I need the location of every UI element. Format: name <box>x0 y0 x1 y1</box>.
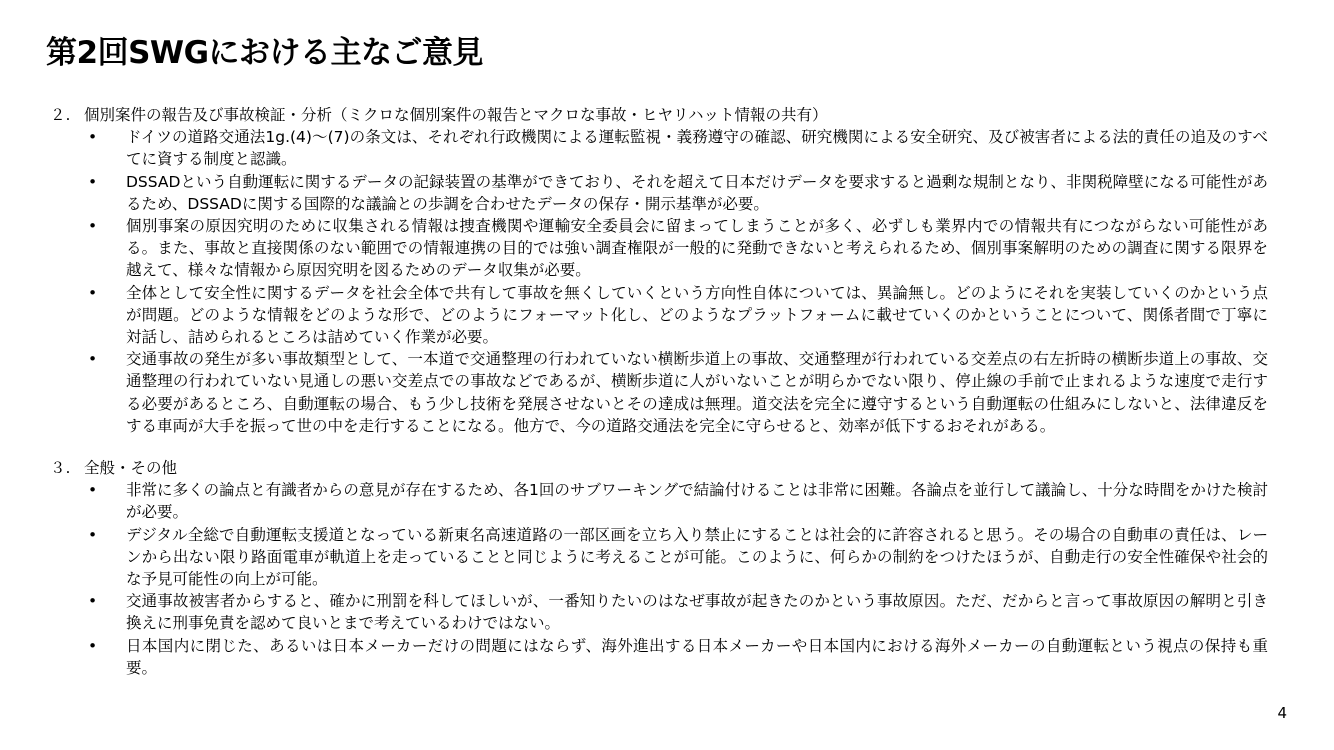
list-item-text: 非常に多くの論点と有識者からの意見が存在するため、各1回のサブワーキングで結論付けることは非常に困難。各論点を並行して議論し、十分な時間をかけた検討が必要。 <box>126 481 1268 522</box>
list-item <box>50 635 1268 679</box>
list-item <box>50 282 1268 349</box>
bullet-icon: • <box>88 217 98 236</box>
section-heading <box>50 457 1268 479</box>
list-item <box>50 171 1268 215</box>
bullet-icon: • <box>88 172 98 191</box>
bullet-icon: • <box>88 283 98 302</box>
page-number: 4 <box>1277 704 1287 722</box>
list-item-text: DSSADという自動運転に関するデータの記録装置の基準ができており、それを超えて日本だけデータを要求すると過剰な規制となり、非関税障壁になる可能性があるため、DSSADに関する国際的な議論との歩調を合わせたデータの保存・開示基準が必要。 <box>126 172 1268 213</box>
bullet-list <box>50 479 1268 679</box>
bullet-icon: • <box>88 592 98 611</box>
section-incident-analysis <box>50 104 1268 437</box>
slide-content <box>50 104 1268 679</box>
list-item <box>50 590 1268 634</box>
list-item-text: 日本国内に閉じた、あるいは日本メーカーだけの問題にはならず、海外進出する日本メーカーや日本国内における海外メーカーの自動運転という視点の保持も重要。 <box>126 636 1268 677</box>
list-item-text: ドイツの道路交通法1g.(4)～(7)の条文は、それぞれ行政機関による運転監視・義務遵守の確認、研究機関による安全研究、及び被害者による法的責任の追及のすべてに資する制度と認識。 <box>126 128 1268 169</box>
slide-title: 第2回SWGにおける主なご意見 <box>46 35 484 71</box>
list-item <box>50 215 1268 282</box>
list-item <box>50 126 1268 170</box>
bullet-icon: • <box>88 525 98 544</box>
bullet-icon: • <box>88 636 98 655</box>
section-number: ２. <box>50 106 71 124</box>
bullet-icon: • <box>88 128 98 147</box>
list-item <box>50 348 1268 437</box>
list-item-text: 交通事故の発生が多い事故類型として、一本道で交通整理の行われていない横断歩道上の事故、交通整理が行われている交差点の右左折時の横断歩道上の事故、交通整理の行われていない見通しの悪い交差点での事故などであるが、横断歩道に人がいないことが明らかでない限り、停止線の手前で止まれるような速度で走行する必要があるところ、自動運転の場合、もう少し技術を発展させないとその達成は無理。道交法を完全に遵守するという自動運転の仕組みにしないと、法律違反をする車両が大手を振って世の中を走行することになる。他方で、今の道路交通法を完全に守らせると、効率が低下するおそれがある。 <box>126 350 1268 435</box>
bullet-icon: • <box>88 481 98 500</box>
list-item-text: デジタル全総で自動運転支援道となっている新東名高速道路の一部区画を立ち入り禁止にすることは社会的に許容されると思う。その場合の自動車の責任は、レーンから出ない限り路面電車が軌道上を走っていることと同じように考えることが可能。このように、何らかの制約をつけたほうが、自動走行の安全性確保や社会的な予見可能性の向上が可能。 <box>126 525 1268 589</box>
list-item-text: 個別事案の原因究明のために収集される情報は捜査機関や運輸安全委員会に留まってしまうことが多く、必ずしも業界内での情報共有につながらない可能性がある。また、事故と直接関係のない範囲での情報連携の目的では強い調査権限が一般的に発動できないと考えられるため、個別事案解明のための調査に関する限界を越えて、様々な情報から原因究明を図るためのデータ収集が必要。 <box>126 217 1268 280</box>
bullet-icon: • <box>88 350 98 369</box>
bullet-list <box>50 126 1268 437</box>
section-general <box>50 457 1268 679</box>
section-number: ３. <box>50 459 71 478</box>
section-heading-text: 全般・その他 <box>84 459 178 478</box>
list-item <box>50 524 1268 591</box>
list-item <box>50 479 1268 523</box>
list-item-text: 全体として安全性に関するデータを社会全体で共有して事故を無くしていくという方向性自体については、異論無し。どのようにそれを実装していくのかという点が問題。どのような情報をどのような形で、どのようにフォーマット化し、どのようなプラットフォームに載せていくのかということについて、関係者間で丁寧に対話し、詰められるところは詰めていく作業が必要。 <box>126 283 1268 347</box>
section-heading <box>50 104 1268 126</box>
section-heading-text: 個別案件の報告及び事故検証・分析（ミクロな個別案件の報告とマクロな事故・ヒヤリハット情報の共有） <box>84 106 828 124</box>
list-item-text: 交通事故被害者からすると、確かに刑罰を科してほしいが、一番知りたいのはなぜ事故が起きたのかという事故原因。ただ、だからと言って事故原因の解明と引き換えに刑事免責を認めて良いとまで考えているわけではない。 <box>126 592 1268 633</box>
